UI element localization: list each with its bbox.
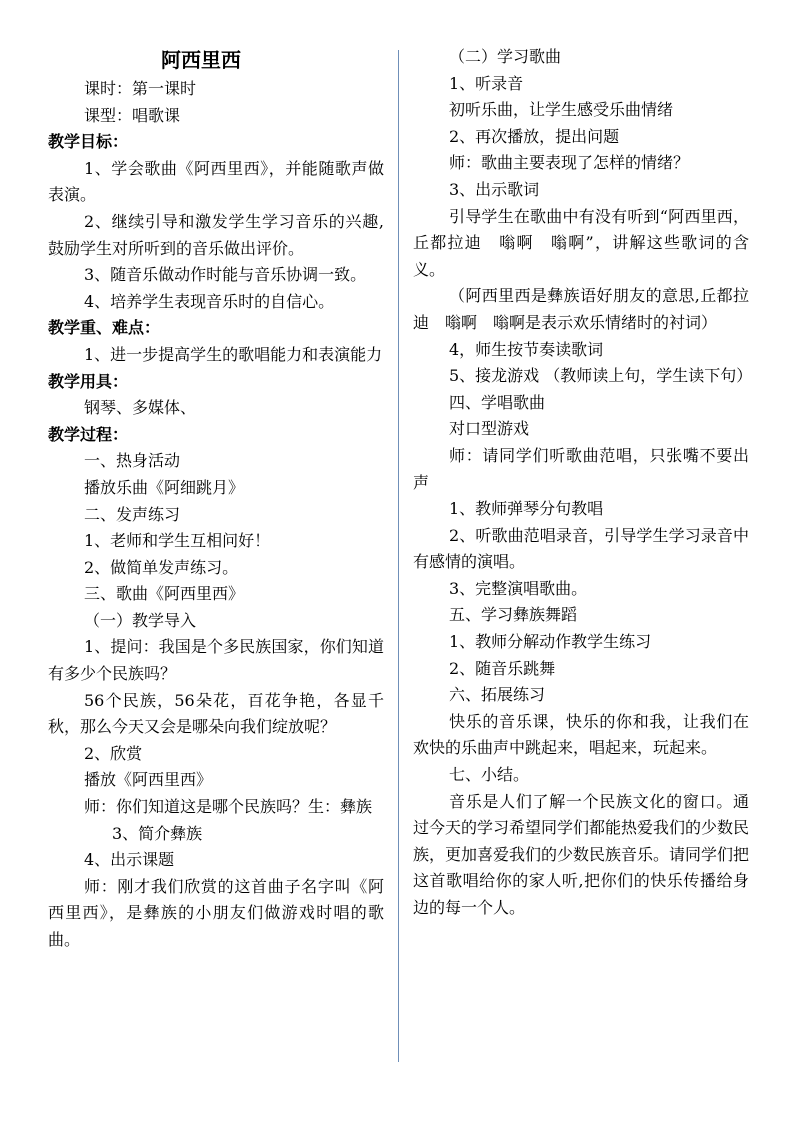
section-heading: 教学用具： xyxy=(48,371,129,391)
paragraph: 4、培养学生表现音乐时的自信心。 xyxy=(84,291,335,311)
paragraph: 四、学唱歌曲 xyxy=(449,392,546,412)
paragraph: 56个民族，56朵花，百花争艳，各显千秋，那么今天又会是哪朵向我们绽放呢？ xyxy=(48,690,384,737)
paragraph: 师：歌曲主要表现了怎样的情绪？ xyxy=(449,153,690,173)
section-heading: 教学目标： xyxy=(48,132,129,152)
paragraph: 一、热身活动 xyxy=(84,451,181,471)
paragraph: 引导学生在歌曲中有没有听到“阿西里西，丘都拉迪 嗡啊 嗡啊”，讲解这些歌词的含义。 xyxy=(413,206,749,279)
paragraph: 课时：第一课时 xyxy=(84,79,197,98)
paragraph: 3、出示歌词 xyxy=(449,179,540,199)
paragraph: 对口型游戏 xyxy=(449,419,530,439)
right-column xyxy=(413,44,753,922)
left-column xyxy=(48,44,384,954)
paragraph: 2、欣赏 xyxy=(84,743,143,763)
paragraph: 师：请同学们听歌曲范唱，只张嘴不要出声 xyxy=(413,445,749,492)
paragraph: 2、继续引导和激发学生学习音乐的兴趣,鼓励学生对所听到的音乐做出评价。 xyxy=(48,211,384,258)
paragraph: （一）教学导入 xyxy=(84,610,197,630)
paragraph: （阿西里西是彝族语好朋友的意思,丘都拉迪 嗡啊 嗡啊是表示欢乐情绪时的衬词） xyxy=(413,286,749,332)
paragraph: 1、老师和学生互相问好！ xyxy=(84,531,271,551)
paragraph: 3、简介彝族 xyxy=(112,823,203,843)
paragraph: 七、小结。 xyxy=(449,765,530,785)
paragraph: 4、出示课题 xyxy=(84,850,175,870)
paragraph: 三、歌曲《阿西里西》 xyxy=(84,584,245,604)
paragraph: 课型：唱歌课 xyxy=(84,105,181,125)
paragraph: 音乐是人们了解一个民族文化的窗口。通过今天的学习希望同学们都能热爱我们的少数民族，更加喜爱我们的少数民族音乐。请同学们把这首歌唱给你的家人听,把你们的快乐传播给身边的每一个人。 xyxy=(413,791,750,917)
paragraph: 1、教师分解动作教学生练习 xyxy=(449,632,652,652)
paragraph: 2、随音乐跳舞 xyxy=(449,658,556,678)
paragraph: 师：刚才我们欣赏的这首曲子名字叫《阿西里西》，是彝族的小朋友们做游戏时唱的歌曲。 xyxy=(48,876,384,949)
paragraph: 1、提问：我国是个多民族国家，你们知道有多少个民族吗？ xyxy=(48,637,384,684)
paragraph: 3、完整演唱歌曲。 xyxy=(449,578,588,598)
paragraph: 3、随音乐做动作时能与音乐协调一致。 xyxy=(84,265,367,285)
paragraph: 五、学习彝族舞蹈 xyxy=(449,605,578,625)
paragraph: 1、进一步提高学生的歌唱能力和表演能力 xyxy=(84,344,383,364)
paragraph: 2、听歌曲范唱录音，引导学生学习录音中有感情的演唱。 xyxy=(413,525,749,572)
section-heading: 教学过程： xyxy=(48,424,129,444)
paragraph: 快乐的音乐课，快乐的你和我，让我们在欢快的乐曲声中跳起来，唱起来，玩起来。 xyxy=(413,711,749,758)
paragraph: 1、学会歌曲《阿西里西》，并能随歌声做表演。 xyxy=(48,158,384,205)
paragraph: 师：你们知道这是哪个民族吗？生：彝族 xyxy=(84,797,373,817)
paragraph: 播放乐曲《阿细跳月》 xyxy=(84,477,245,497)
paragraph: 2、再次播放，提出问题 xyxy=(449,126,620,146)
paragraph: 播放《阿西里西》 xyxy=(84,770,213,790)
document-title: 阿西里西 xyxy=(161,48,241,72)
paragraph: 1、教师弹琴分句教唱 xyxy=(449,499,604,519)
paragraph: 初听乐曲，让学生感受乐曲情绪 xyxy=(449,100,674,120)
paragraph: 5、接龙游戏 （教师读上句，学生读下句） xyxy=(449,366,753,386)
paragraph: 1、听录音 xyxy=(449,73,524,93)
paragraph: 六、拓展练习 xyxy=(449,685,546,705)
column-divider xyxy=(398,50,399,1062)
paragraph: 二、发声练习 xyxy=(84,504,181,524)
section-heading: 教学重、难点： xyxy=(48,318,161,338)
paragraph: （二）学习歌曲 xyxy=(449,47,562,66)
paragraph: 2、做简单发声练习。 xyxy=(84,557,239,577)
paragraph: 4，师生按节奏读歌词 xyxy=(449,339,604,359)
paragraph: 钢琴、多媒体、 xyxy=(84,398,197,418)
